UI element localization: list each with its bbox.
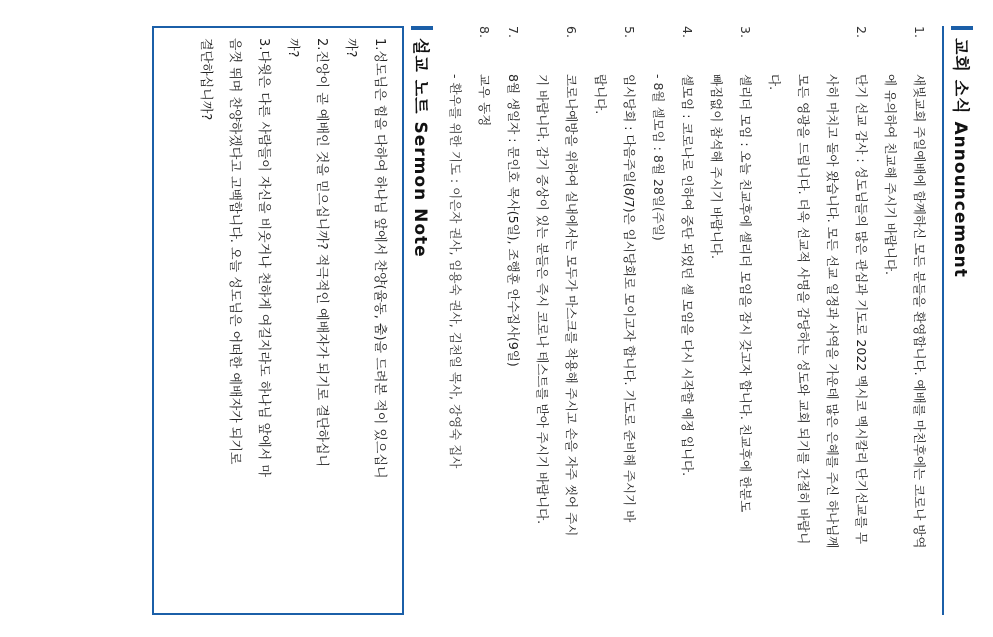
announcement-number: 3. [738,26,753,38]
sermon-question-line: 결단하십니까? [198,38,213,121]
announcement-text [528,74,586,615]
announcement-item [499,26,528,615]
sermon-note-box [152,26,404,615]
announcement-line: 교우 동정 [477,74,492,127]
announcement-line: - 환우를 위한 기도 : 이은자 권사, 임용숙 권사, 김천일 목사, 강영숙 집사 [448,74,463,469]
announcement-text [499,74,528,615]
sermon-question-line: 3.다윗은 다른 사람들이 자신을 비웃거나 천하게 여길지라도 하나님 앞에서 마 [256,38,271,477]
announcement-item [644,26,702,615]
announcement-line: 셀리더 모임 : 오늘 친교후에 셀리더 모임을 잠시 갖고자 합니다. 친교후에 한분도 [738,74,753,513]
announcement-header [950,26,975,615]
announcement-item [760,26,876,615]
announcement-line: 모든 영광을 드립니다. 더욱 선교적 사명을 감당하는 성도와 교회 되기를 간절히 바랍니 [796,74,811,545]
announcement-line: 단기 선교 감사 : 성도님들의 많은 관심과 기도로 2022 멕시코 멕시칼리 단기선교를 무 [854,74,869,545]
announcement-text [644,74,702,615]
announcement-text [702,74,760,615]
announcement-text [441,74,499,615]
sermon-question-line: 까? [343,38,358,58]
announcement-line: 임시당회 : 다음주일(8/7)은 임시당회로 모이고자 합니다. 기도로 준비해 주시기 바 [622,74,637,523]
sermon-question-line: 음껏 뛰며 찬양하겠다고 고백합니다. 오늘 성도님은 어떠한 예배자가 되기로 [227,38,242,465]
announcement-item [586,26,644,615]
announcement-line: 사히 마치고 돌아 왔습니다. 모든 선교 일정과 사역을 가운데 많은 은혜를 주신 하나님께 [825,74,840,549]
announcement-line: 빠짐없이 참석해 주시기 바랍니다. [709,74,724,259]
announcement-number: 2. [854,26,869,38]
announcement-number: 4. [680,26,695,38]
announcement-line: 에 유의하여 친교해 주시기 바랍니다. [883,74,898,275]
announcement-text [586,74,644,615]
announcement-item [876,26,934,615]
section-rule [942,26,944,615]
announcement-list [441,26,934,615]
sermon-question-line: 1.성도님은 힘을 다하여 하나님 앞에서 찬양(율동, 춤)을 드려본 적이 있으십니 [372,38,387,479]
announcement-line: 새빛교회 주일예배에 함께하신 모든 분들을 환영합니다. 예배를 마친후에는 코로나 방역 [912,74,927,549]
announcement-text [876,74,934,615]
announcement-line: 코로나예방을 위하여 실내에서는 모두가 마스크를 착용해 주시고 손을 자주 씻어 주시 [564,74,579,537]
announcement-number: 1. [912,26,927,38]
announcement-line: 랍니다. [593,74,608,115]
section-bar [412,26,434,30]
sermon-title: 설교 노트 Sermon Note [410,38,430,258]
announcement-number: 5. [622,26,637,38]
sermon-question-line: 2.진앙이 곧 예배인 것을 믿으십니까? 적극적인 예배자가 되기로 결단하십니 [314,38,329,468]
announcement-title: 교회 소식 Announcement [950,38,970,278]
sermon-question-line: 까? [285,38,300,58]
announcement-line: 8월 생일자 : 문인호 목사(5일), 조행훈 안수집사(9일) [506,74,521,367]
announcement-number: 6. [564,26,579,38]
sermon-header [410,26,435,615]
announcement-line: 셀모임 : 코로나로 인하여 중단 되었던 셀 모임을 다시 시작할 예정 입니다. [680,74,695,477]
announcement-item [441,26,499,615]
section-bar [952,26,974,30]
announcement-line: 기 바랍니다. 감기 증상이 있는 분들은 즉시 코로나 테스트를 받아 주시기 바랍니다. [535,74,550,525]
announcement-number: 8. [477,26,492,38]
announcement-item [702,26,760,615]
announcement-text [760,74,876,615]
announcement-item [528,26,586,615]
announcement-number: 7. [506,26,521,38]
announcement-line: - 8월 셀모임 : 8월 28일(주일) [651,74,666,241]
announcement-line: 다. [767,74,782,91]
